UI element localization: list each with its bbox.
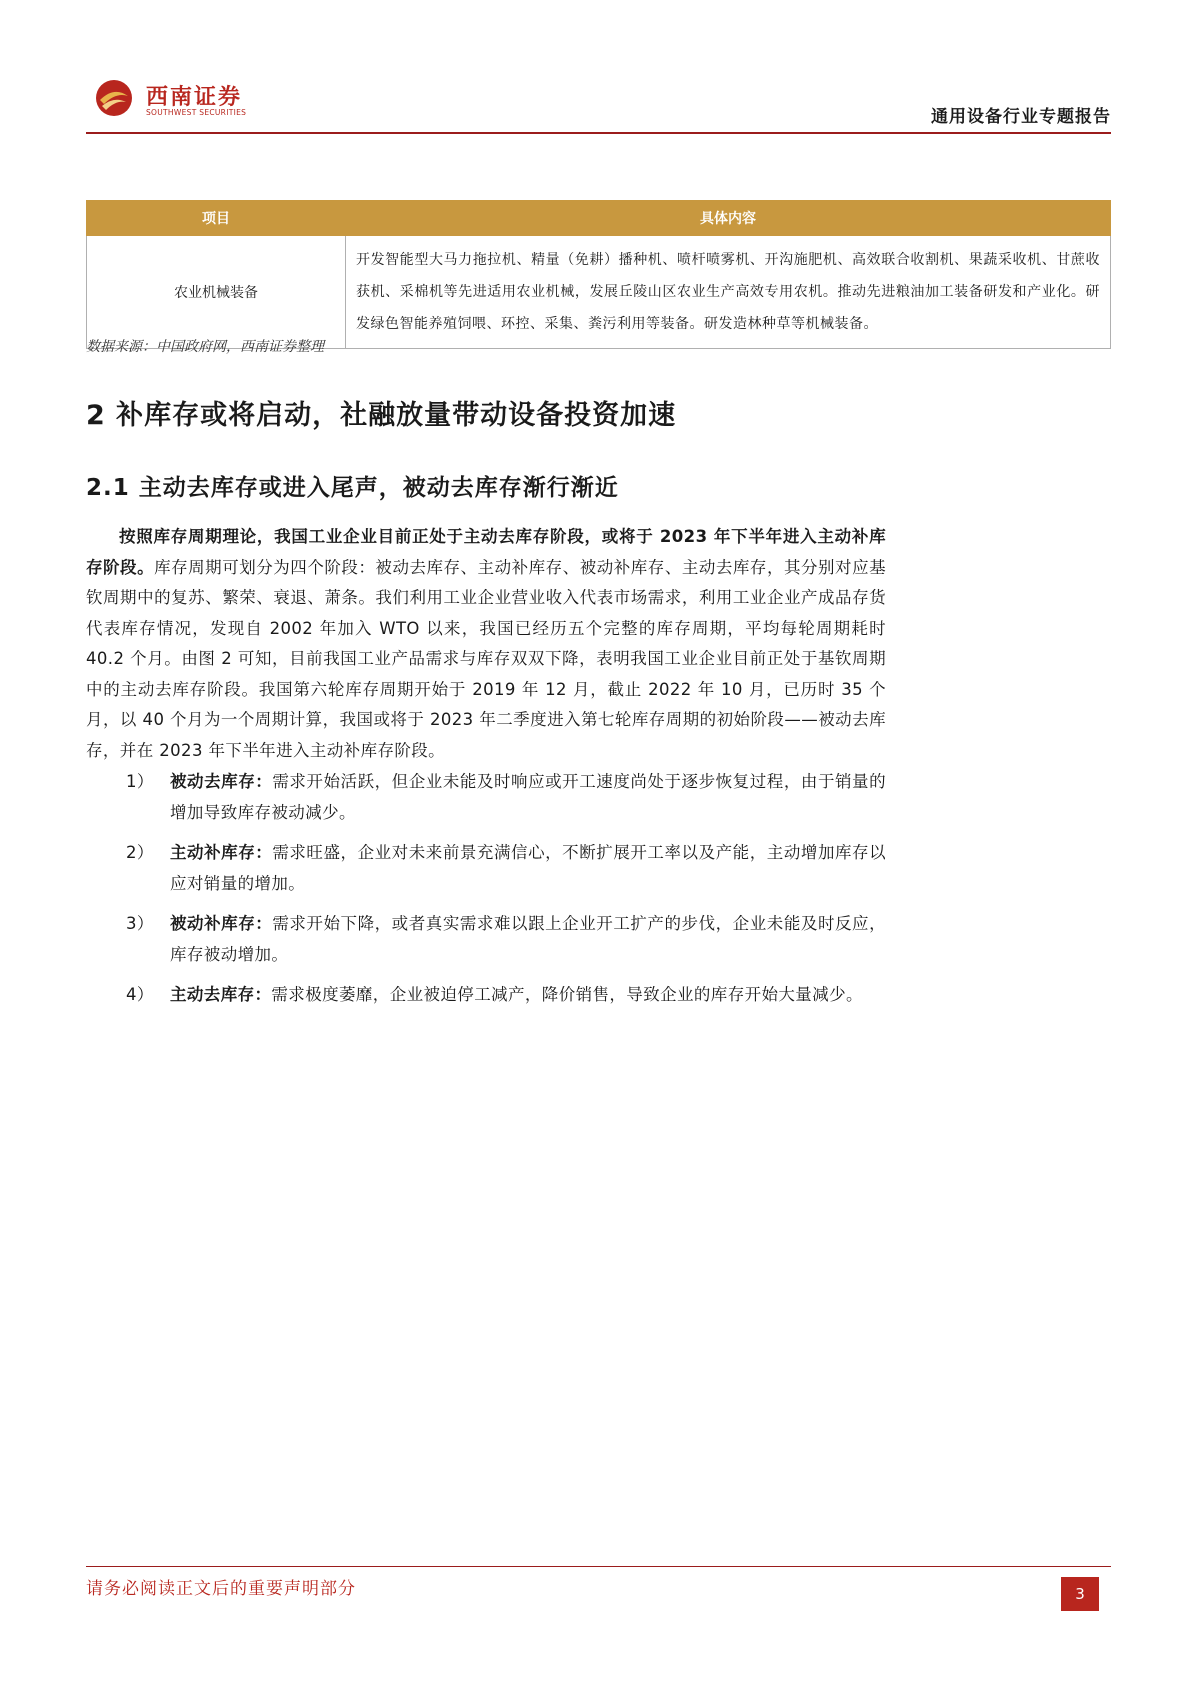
table-header-item: 项目 <box>87 201 346 236</box>
list-desc: 需求极度萎靡，企业被迫停工减产，降价销售，导致企业的库存开始大量减少。 <box>271 985 863 1004</box>
footer-disclaimer: 请务必阅读正文后的重要声明部分 <box>86 1579 356 1599</box>
logo-text-en: SOUTHWEST SECURITIES <box>146 108 247 117</box>
list-item <box>86 908 886 970</box>
list-item <box>86 979 886 1010</box>
list-number: 3） <box>126 914 154 933</box>
paragraph-body: 库存周期可划分为四个阶段：被动去库存、主动补库存、被动补库存、主动去库存，其分别对应基钦周期中的复苏、繁荣、衰退、萧条。我们利用工业企业营业收入代表市场需求，利用工业企业产成品存货代表库存情况，发现自 2002 年加入 WTO 以来，我国已经历五个完整的库存周期，平均每轮周期耗时 40.2 个月。由图 2 可知，目前我国工业产品需求与库存双双下降，表明我国工业企业目前正处于基钦周期中的主动去库存阶段。我国第六轮库存周期开始于 2019 年 12 月，截止 2022 年 10 月，已历时 35 个月，以 40 个月为一个周期计算，我国或将于 2023 年二季度进入第七轮库存周期的初始阶段——被动去库存，并在 2023 年下半年进入主动补库存阶段。 <box>86 557 887 760</box>
paragraph-lead: 按照库存周期理论，我国工业企业目前正处于主动去库存阶段，或将于 2023 年下半年进入主动补库存阶段。 <box>86 527 886 577</box>
list-number: 1） <box>126 772 154 791</box>
list-number: 2） <box>126 843 154 862</box>
logo-text-cn: 西南证券 <box>146 84 243 110</box>
table-cell-item: 农业机械装备 <box>87 236 346 349</box>
section-title: 2 补库存或将启动，社融放量带动设备投资加速 <box>86 400 677 431</box>
policy-table <box>86 200 1111 349</box>
list-item <box>86 837 886 899</box>
list-term: 被动补库存： <box>170 914 273 933</box>
list-desc: 需求开始活跃，但企业未能及时响应或开工速度尚处于逐步恢复过程，由于销量的增加导致库存被动减少。 <box>170 772 886 822</box>
list-desc: 需求旺盛，企业对未来前景充满信心，不断扩展开工率以及产能，主动增加库存以应对销量的增加。 <box>170 843 886 893</box>
header-divider <box>86 132 1111 134</box>
report-title: 通用设备行业专题报告 <box>931 107 1111 127</box>
body-paragraph <box>86 522 886 766</box>
list-term: 主动去库存： <box>170 985 272 1004</box>
logo <box>90 72 250 122</box>
table-source-note: 数据来源：中国政府网，西南证券整理 <box>86 339 324 355</box>
list-term: 被动去库存： <box>170 772 273 791</box>
table-header-content: 具体内容 <box>346 201 1111 236</box>
list-item <box>86 766 886 828</box>
footer-divider <box>86 1566 1111 1567</box>
page-header <box>86 62 1111 136</box>
list-desc: 需求开始下降，或者真实需求难以跟上企业开工扩产的步伐，企业未能及时反应，库存被动增加。 <box>170 914 886 964</box>
table-cell-content: 开发智能型大马力拖拉机、精量（免耕）播种机、喷杆喷雾机、开沟施肥机、高效联合收割机、果蔬采收机、甘蔗收获机、采棉机等先进适用农业机械，发展丘陵山区农业生产高效专用农机。推动先进粮油加工装备研发和产业化。研发绿色智能养殖饲喂、环控、采集、粪污利用等装备。研发造林种草等机械装备。 <box>346 236 1111 349</box>
subsection-title: 2.1 主动去库存或进入尾声，被动去库存渐行渐近 <box>86 475 619 501</box>
page-number: 3 <box>1061 1577 1099 1611</box>
table-row <box>87 236 1111 349</box>
list-term: 主动补库存： <box>170 843 273 862</box>
table-header-row <box>87 201 1111 236</box>
logo-icon <box>94 78 134 118</box>
list-number: 4） <box>126 985 154 1004</box>
